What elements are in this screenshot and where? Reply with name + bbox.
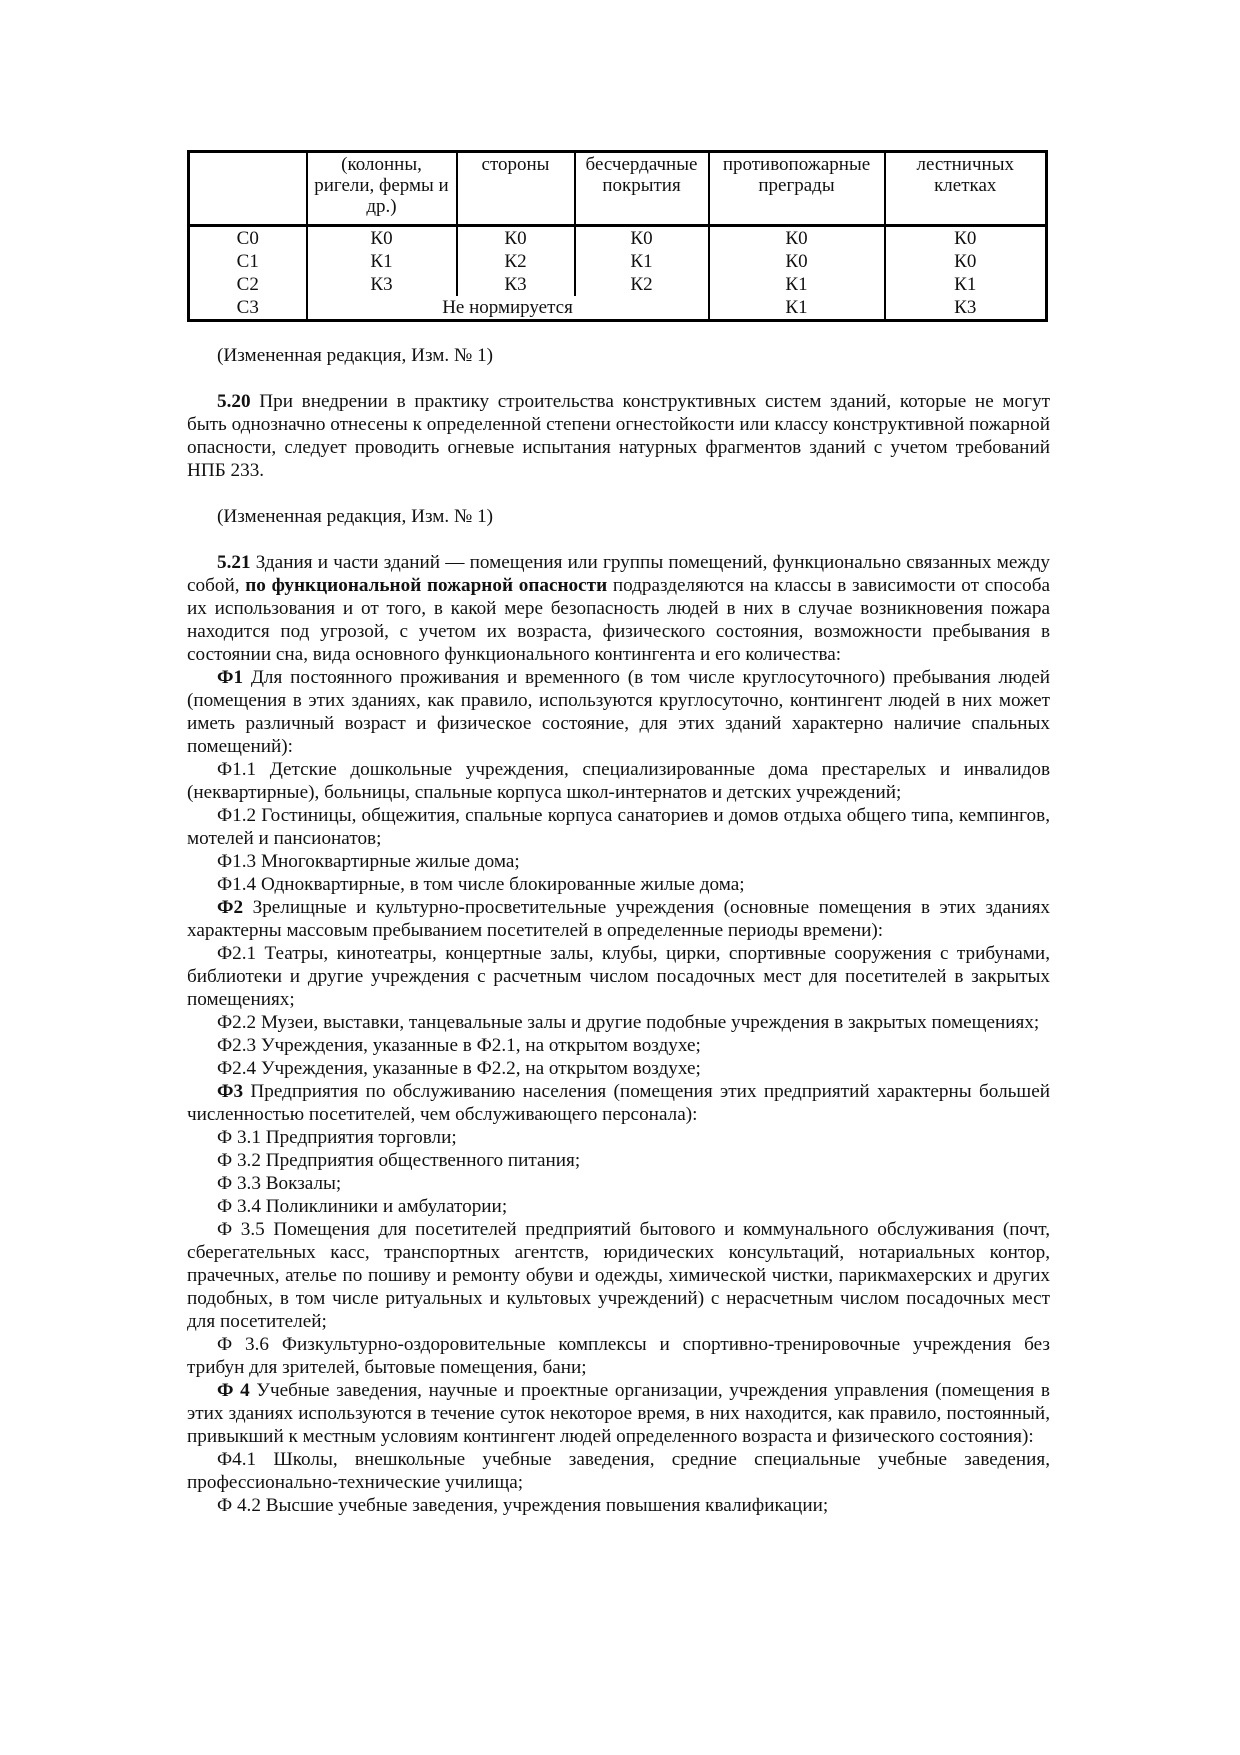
- table-header-cell: (колонны, ригели, фермы и др.): [307, 152, 457, 226]
- list-item: [187, 896, 1050, 942]
- list-item-text: Ф 3.1 Предприятия торговли;: [217, 1127, 457, 1148]
- table-cell: К0: [457, 226, 575, 251]
- table-cell: К2: [457, 250, 575, 273]
- list-item-text: Предприятия по обслуживанию населения (помещения этих предприятий характерны большей численностью посетителей, чем обслуживающего персонала):: [187, 1081, 1050, 1125]
- table-cell: К0: [307, 226, 457, 251]
- table-cell: К3: [457, 273, 575, 296]
- list-item: [187, 1034, 1050, 1057]
- list-item: [187, 804, 1050, 850]
- table-cell: К0: [709, 226, 885, 251]
- table-cell: С3: [189, 296, 307, 321]
- list-item-text: Ф4.1 Школы, внешкольные учебные заведения, средние специальные учебные заведения, профессионально-технические училища;: [187, 1449, 1050, 1493]
- revision-note: (Измененная редакция, Изм. № 1): [217, 506, 494, 527]
- list-item-text: Ф 3.6 Физкультурно-оздоровительные комплексы и спортивно-тренировочные учреждения без трибун для зрителей, бытовые помещения, бани;: [187, 1334, 1050, 1378]
- list-item: [187, 1149, 1050, 1172]
- list-item-text: Ф 3.4 Поликлиники и амбулатории;: [217, 1196, 508, 1217]
- list-item: [187, 758, 1050, 804]
- list-item-text: Для постоянного проживания и временного (в том числе круглосуточного) пребывания людей (помещения в этих зданиях, как правило, используются круглосуточно, контингент людей в них может иметь различный возраст и физическое состояние, для этих зданий характерно наличие спальных помещений):: [187, 667, 1050, 757]
- section-text: Здания и части зданий — помещения или группы помещений, функционально связанных между собой,: [187, 552, 1050, 596]
- table-header-cell: лестничных клетках: [885, 152, 1047, 226]
- table-cell: К0: [885, 250, 1047, 273]
- list-item: [187, 942, 1050, 1011]
- list-item-text: Ф 3.5 Помещения для посетителей предприятий бытового и коммунального обслуживания (почт, сберегательных касс, транспортных агентств, юридических консультаций, нотариальных контор, прачечных, ателье по пошиву и ремонту обуви и одежды, химической чистки, парикмахерских и других подобных, в том числе ритуальных и культовых учреждений) с нерасчетным числом посадочных мест для посетителей;: [187, 1219, 1050, 1332]
- section-text: При внедрении в практику строительства конструктивных систем зданий, которые не могут быть однозначно отнесены к определенной степени огнестойкости или классу конструктивной пожарной опасности, следует проводить огневые испытания натурных фрагментов зданий с учетом требований НПБ 233.: [187, 391, 1050, 481]
- list-item: [187, 1333, 1050, 1379]
- table-cell: К1: [709, 296, 885, 321]
- list-item: [187, 1126, 1050, 1149]
- table-header-cell: противопожарные преграды: [709, 152, 885, 226]
- section-bold-term: по функциональной пожарной опасности: [245, 575, 608, 596]
- class-code: Ф2: [217, 897, 244, 918]
- list-item: [187, 1080, 1050, 1126]
- list-item: [187, 1195, 1050, 1218]
- table-header-cell: стороны: [457, 152, 575, 226]
- list-item: [187, 666, 1050, 758]
- table-header-cell: бесчердачные покрытия: [575, 152, 709, 226]
- class-list: [187, 666, 1050, 1517]
- section-number: 5.20: [217, 391, 251, 412]
- table-cell: К1: [575, 250, 709, 273]
- table-cell: С2: [189, 273, 307, 296]
- table-header-cell: [189, 152, 307, 226]
- list-item: [187, 1011, 1050, 1034]
- list-item: [187, 850, 1050, 873]
- list-item-text: Ф1.3 Многоквартирные жилые дома;: [217, 851, 520, 872]
- fire-hazard-class-table: [187, 150, 1048, 322]
- table-row: [189, 250, 1047, 273]
- table-cell: К1: [709, 273, 885, 296]
- list-item: [187, 873, 1050, 896]
- table-merged-cell: Не нормируется: [307, 296, 709, 321]
- table-row: [189, 296, 1047, 321]
- class-code: Ф3: [217, 1081, 244, 1102]
- list-item-text: Ф 3.3 Вокзалы;: [217, 1173, 342, 1194]
- table-cell: К0: [885, 226, 1047, 251]
- list-item: [187, 1494, 1050, 1517]
- revision-note: (Измененная редакция, Изм. № 1): [217, 345, 494, 366]
- list-item-text: Ф2.1 Театры, кинотеатры, концертные залы, клубы, цирки, спортивные сооружения с трибунами, библиотеки и другие учреждения с расчетным числом посадочных мест для посетителей в закрытых помещениях;: [187, 943, 1050, 1010]
- list-item: [187, 1057, 1050, 1080]
- table-cell: К2: [575, 273, 709, 296]
- list-item: [187, 1379, 1050, 1448]
- list-item-text: Зрелищные и культурно-просветительные учреждения (основные помещения в этих зданиях характерны массовым пребыванием посетителей в определенные периоды времени):: [187, 897, 1050, 941]
- table-header-row: [189, 152, 1047, 226]
- list-item-text: Ф 3.2 Предприятия общественного питания;: [217, 1150, 581, 1171]
- table-cell: С1: [189, 250, 307, 273]
- list-item-text: Ф2.2 Музеи, выставки, танцевальные залы и другие подобные учреждения в закрытых помещениях;: [217, 1012, 1040, 1033]
- section-5-20: [187, 390, 1050, 482]
- table-cell: К3: [307, 273, 457, 296]
- table-cell: К0: [709, 250, 885, 273]
- section-5-21: [187, 551, 1050, 666]
- class-code: Ф 4: [217, 1380, 250, 1401]
- list-item: [187, 1218, 1050, 1333]
- table-cell: К3: [885, 296, 1047, 321]
- list-item-text: Ф1.2 Гостиницы, общежития, спальные корпуса санаториев и домов отдыха общего типа, кемпингов, мотелей и пансионатов;: [187, 805, 1050, 849]
- list-item-text: Ф1.4 Одноквартирные, в том числе блокированные жилые дома;: [217, 874, 745, 895]
- table-cell: К1: [307, 250, 457, 273]
- class-code: Ф1: [217, 667, 244, 688]
- section-number: 5.21: [217, 552, 251, 573]
- section-text: подразделяются на классы в зависимости от способа их использования и от того, в какой мере безопасность людей в них в случае возникновения пожара находится под угрозой, с учетом их возраста, физического состояния, возможности пребывания в состоянии сна, вида основного функционального контингента и его количества:: [187, 575, 1050, 665]
- list-item-text: Ф2.4 Учреждения, указанные в Ф2.2, на открытом воздухе;: [217, 1058, 701, 1079]
- list-item-text: Ф2.3 Учреждения, указанные в Ф2.1, на открытом воздухе;: [217, 1035, 701, 1056]
- table-cell: К0: [575, 226, 709, 251]
- table-row: [189, 226, 1047, 251]
- table-row: [189, 273, 1047, 296]
- list-item-text: Ф 4.2 Высшие учебные заведения, учреждения повышения квалификации;: [217, 1495, 829, 1516]
- table-cell: С0: [189, 226, 307, 251]
- list-item-text: Ф1.1 Детские дошкольные учреждения, специализированные дома престарелых и инвалидов (неквартирные), больницы, спальные корпуса школ-интернатов и детских учреждений;: [187, 759, 1050, 803]
- list-item: [187, 1172, 1050, 1195]
- table-cell: К1: [885, 273, 1047, 296]
- list-item: [187, 1448, 1050, 1494]
- document-body: [187, 344, 1050, 1517]
- list-item-text: Учебные заведения, научные и проектные организации, учреждения управления (помещения в этих зданиях используются в течение суток некоторое время, в них находится, как правило, постоянный, привыкший к местным условиям контингент людей определенного возраста и физического состояния):: [187, 1380, 1050, 1447]
